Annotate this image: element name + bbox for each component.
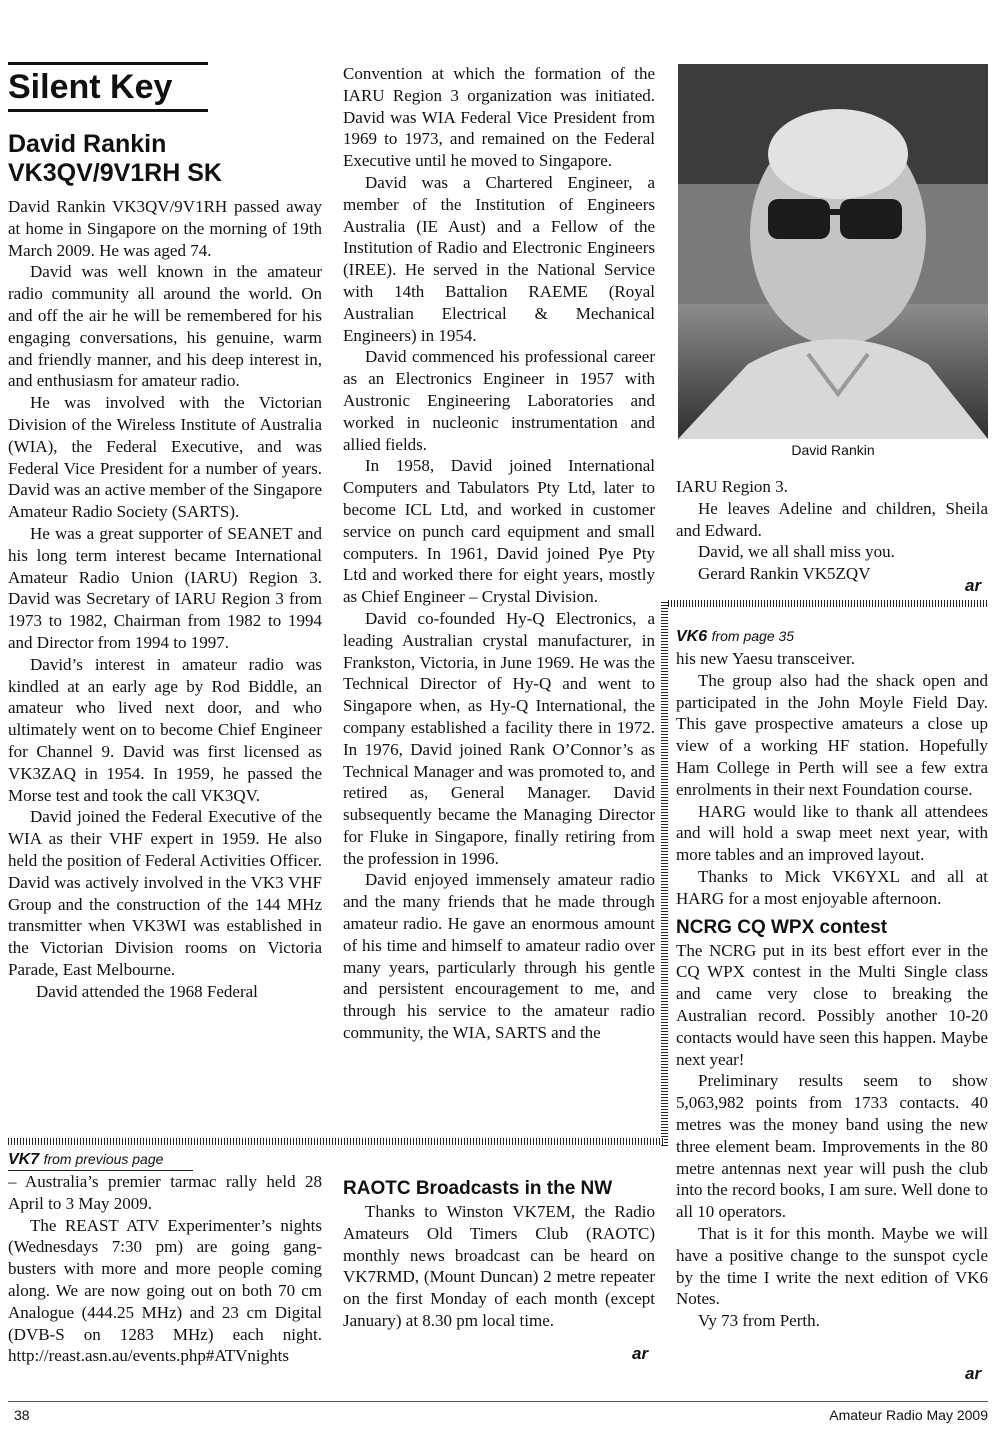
obituary-paragraph: In 1958, David joined International Computers and Tabulators Pty Ltd, later to become ICL Ltd, and worked in customer service on punch card equipment and small computers. In 1961, David joined Pye Pty Ltd and worked there for eight years, mostly as Chief Engineer – Crystal Division. <box>343 456 655 607</box>
obituary-paragraph: David was a Chartered Engineer, a member of the Institution of Engineers Australia (IE Aust) and a Fellow of the Institution of Radio and Electronic Engineers (IREE). He served in the National Service with 14th Battalion RAEME (Royal Australian Electrical & Mechanical Engineers) in 1954. <box>343 172 655 345</box>
obituary-column-2 <box>343 63 655 1044</box>
page-number: 38 <box>14 1407 30 1423</box>
vk7-paragraph: – Australia’s premier tarmac rally held 28 April to 3 May 2009. <box>8 1172 322 1213</box>
section-heading-silent-key: Silent Key <box>8 62 208 112</box>
obituary-paragraph: He was involved with the Victorian Division of the Wireless Institute of Australia (WIA), the Federal Executive, and was Federal Vice President for a number of years. David was an active member of the Singapore Amateur Radio Society (SARTS). <box>8 393 322 522</box>
obituary-column-1 <box>8 196 322 1002</box>
obituary-paragraph: David, we all shall miss you. <box>698 542 895 562</box>
obituary-paragraph: He leaves Adeline and children, Sheila and Edward. <box>676 498 988 540</box>
obituary-title-callsign: VK3QV/9V1RH SK <box>8 159 222 187</box>
obituary-title-name: David Rankin <box>8 130 167 158</box>
end-mark: ar <box>632 1344 649 1363</box>
publication-name: Amateur Radio May 2009 <box>829 1407 988 1423</box>
vk6-paragraph: his new Yaesu transceiver. <box>676 649 855 668</box>
vk6-heading <box>676 625 988 648</box>
ncrg-paragraph: That is it for this month. Maybe we will have a positive change to the sunspot cycle by the time I write the next edition of VK6 Notes. <box>676 1223 988 1309</box>
obituary-paragraph: David commenced his professional career as an Electronics Engineer in 1957 with Austronic Engineering Laboratories and worked in nucleonic instrumentation and allied fields. <box>343 347 655 454</box>
vk7-section <box>8 1148 322 1367</box>
portrait-illustration <box>678 64 988 439</box>
divider-vertical <box>661 600 668 1146</box>
obituary-paragraph: David was well known in the amateur radio community all around the world. On and off the air he will be remembered for his engaging conversations, his genuine, warm and friendly manner, and his deep interest in, and enthusiasm for amateur radio. <box>8 262 322 391</box>
obituary-title <box>8 130 328 188</box>
obituary-paragraph: David attended the 1968 Federal <box>36 981 258 1001</box>
end-mark: ar <box>965 576 982 595</box>
obituary-column-3 <box>676 476 988 585</box>
divider-horizontal-right <box>662 600 988 607</box>
vk6-paragraph: Thanks to Mick VK6YXL and all at HARG for a most enjoyable afternoon. <box>676 866 988 908</box>
obituary-paragraph: David Rankin VK3QV/9V1RH passed away at home in Singapore on the morning of 19th March 2009. He was aged 74. <box>8 197 322 260</box>
raotc-heading: RAOTC Broadcasts in the NW <box>343 1178 613 1199</box>
ncrg-paragraph: Vy 73 from Perth. <box>698 1311 820 1331</box>
obituary-paragraph: David’s interest in amateur radio was kindled at an early age by Rod Biddle, an amateur who lived next door, and who ultimately went on to become Chief Engineer for Channel 9. David was first licensed as VK3ZAQ in 1954. In 1959, he passed the Morse test and took the call VK3QV. <box>8 654 322 805</box>
vk6-heading-label: VK6 <box>676 628 708 645</box>
obituary-paragraph: David enjoyed immensely amateur radio and the many friends that he made through amateur radio. He gave an enormous amount of his time and himself to amateur radio over many years, particularly through his gentle and persistent encouragement to me, and through his service to the amateur radio community, the WIA, SARTS and the <box>343 870 655 1043</box>
vk7-heading <box>8 1148 322 1171</box>
vk6-paragraph: The group also had the shack open and participated in the John Moyle Field Day. This gave prospective amateurs a close up view of a working HF station. Hopefully Ham College in Perth will see a few extra enrolments in their next Foundation course. <box>676 670 988 799</box>
portrait-photo <box>678 64 988 439</box>
end-mark: ar <box>965 1364 982 1383</box>
vk6-continued-from: from page 35 <box>711 628 795 644</box>
photo-caption: David Rankin <box>791 442 875 458</box>
vk6-section <box>676 625 988 1332</box>
ncrg-paragraph: The NCRG put in its best effort ever in the CQ WPX contest in the Multi Single class and came very close to breaking the Australian record. Possibly another 10-20 contacts would have seen this happen. Maybe next year! <box>676 940 988 1069</box>
obituary-paragraph: He was a great supporter of SEANET and his long term interest became International Amateur Radio Union (IARU) Region 3. David was Secretary of IARU Region 3 from 1973 to 1982, Chairman from 1982 to 1994 and Director from 1994 to 1997. <box>8 523 322 652</box>
vk7-heading-label: VK7 <box>8 1151 40 1168</box>
vk7-heading-underline <box>8 1170 193 1171</box>
obituary-signature: Gerard Rankin VK5ZQV <box>698 564 871 584</box>
vk6-paragraph: HARG would like to thank all attendees and will hold a swap meet next year, with more tables and an improved layout. <box>676 801 988 865</box>
ncrg-heading: NCRG CQ WPX contest <box>676 916 888 938</box>
raotc-section <box>343 1177 655 1332</box>
divider-horizontal-left <box>8 1138 664 1145</box>
ncrg-paragraph: Preliminary results seem to show 5,063,982 points from 1733 contacts. 40 metres was the money band using the new three element beam. Improvements in the 80 metre antennas next year will push the club into the record books, I am sure. Well done to all 10 operators. <box>676 1071 988 1222</box>
vk7-paragraph: The REAST ATV Experimenter’s nights (Wednesdays 7:30 pm) are going gang-busters with more and more people coming along. We are now going out on both 70 cm Analogue (444.25 MHz) and 23 cm Digital (DVB-S on 1283 MHz) each night. http://reast.asn.au/events.php#ATVnights <box>8 1215 322 1366</box>
obituary-paragraph: David co-founded Hy-Q Electronics, a leading Australian crystal manufacturer, in Frankston, Victoria, in June 1969. He was the Technical Director of Hy-Q and went to Singapore when, as Hy-Q International, the company established a facility there in 1972. In 1976, David joined Rank O’Connor’s as Technical Manager and was promoted to, and retired as, General Manager. David subsequently became the Managing Director for Fluke in Singapore, finally retiring from the profession in 1996. <box>343 608 655 868</box>
vk7-continued-from: from previous page <box>43 1151 164 1167</box>
raotc-paragraph: Thanks to Winston VK7EM, the Radio Amateurs Old Timers Club (RAOTC) monthly news broadcast can be heard on VK7RMD, (Mount Duncan) 2 metre repeater on the first Monday of each month (except January) at 8.30 pm local time. <box>343 1202 655 1330</box>
footer-rule <box>8 1401 988 1402</box>
obituary-paragraph: IARU Region 3. <box>676 477 788 496</box>
obituary-paragraph: David joined the Federal Executive of the WIA as their VHF expert in 1959. He also held the position of Federal Activities Officer. David was actively involved in the VK3 VHF Group and the construction of the 144 MHz transmitter when VK3WI was established in the Victorian Division rooms on Victoria Parade, East Melbourne. <box>8 807 322 979</box>
obituary-paragraph: Convention at which the formation of the IARU Region 3 organization was initiated. David was WIA Federal Vice President from 1969 to 1973, and remained on the Federal Executive until he moved to Singapore. <box>343 64 655 171</box>
